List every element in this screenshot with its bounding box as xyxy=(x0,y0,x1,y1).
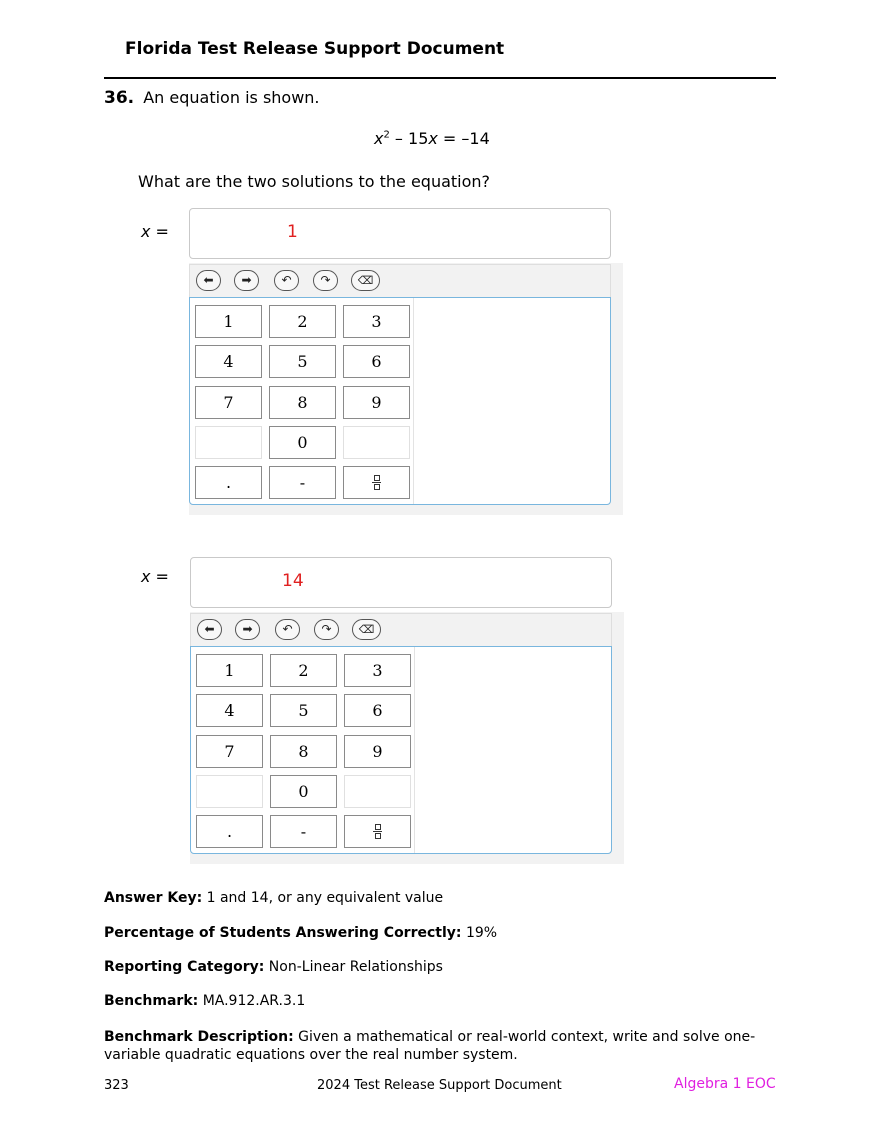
redo-icon[interactable]: ↷ xyxy=(313,270,338,291)
key-0[interactable]: 0 xyxy=(269,426,336,459)
key-1[interactable]: 1 xyxy=(195,305,262,338)
key-7[interactable]: 7 xyxy=(195,386,262,419)
key-9[interactable]: 9 xyxy=(344,735,411,768)
header-rule xyxy=(104,77,776,79)
key-2[interactable]: 2 xyxy=(269,305,336,338)
keypad-1 xyxy=(189,297,611,505)
keypad-divider xyxy=(414,647,415,853)
reporting-category-value: Non-Linear Relationships xyxy=(264,959,443,975)
benchmark-value: MA.912.AR.3.1 xyxy=(198,993,306,1009)
equation-var-2: x xyxy=(428,129,438,148)
key-blank xyxy=(344,775,411,808)
key-0[interactable]: 0 xyxy=(270,775,337,808)
equation xyxy=(374,129,490,148)
key-2[interactable]: 2 xyxy=(270,654,337,687)
equation-part-2: = –14 xyxy=(437,129,490,148)
key-4[interactable]: 4 xyxy=(195,345,262,378)
key-3[interactable]: 3 xyxy=(344,654,411,687)
key-decimal[interactable]: . xyxy=(195,466,262,499)
key-blank xyxy=(343,426,410,459)
answer-2-eq: = xyxy=(150,567,169,586)
answer-2-label xyxy=(141,567,169,586)
key-3[interactable]: 3 xyxy=(343,305,410,338)
header-title: Florida Test Release Support Document xyxy=(125,39,505,59)
equation-part: – 15 xyxy=(389,129,429,148)
delete-icon[interactable]: ⌫ xyxy=(351,270,380,291)
fraction-icon xyxy=(373,824,382,839)
equation-var: x xyxy=(374,129,384,148)
answer-2-input[interactable] xyxy=(190,557,612,608)
footer-course: Algebra 1 EOC xyxy=(674,1076,776,1092)
answer-2-value: 14 xyxy=(282,571,304,591)
delete-icon[interactable]: ⌫ xyxy=(352,619,381,640)
answer-1-eq: = xyxy=(150,222,169,241)
question-intro xyxy=(104,88,320,108)
key-minus[interactable]: - xyxy=(269,466,336,499)
undo-icon[interactable]: ↶ xyxy=(274,270,299,291)
question-prompt: What are the two solutions to the equation? xyxy=(138,172,491,191)
key-blank xyxy=(195,426,262,459)
equation-exponent: 2 xyxy=(383,129,390,141)
reporting-category-label: Reporting Category: xyxy=(104,959,265,975)
answer-1-var: x xyxy=(141,222,151,241)
percent-correct-value: 19% xyxy=(461,925,498,941)
keypad-2 xyxy=(190,646,612,854)
benchmark-description-value: Given a mathematical or real-world context, write and solve one-variable quadratic equations over the real number system. xyxy=(104,1029,756,1063)
undo-icon[interactable]: ↶ xyxy=(275,619,300,640)
benchmark-description xyxy=(104,1028,780,1064)
key-4[interactable]: 4 xyxy=(196,694,263,727)
answer-key-value: 1 and 14, or any equivalent value xyxy=(202,890,444,906)
key-decimal[interactable]: . xyxy=(196,815,263,848)
arrow-right-icon[interactable]: ➡ xyxy=(234,270,259,291)
key-6[interactable]: 6 xyxy=(344,694,411,727)
arrow-left-icon[interactable]: ⬅ xyxy=(196,270,221,291)
key-blank xyxy=(196,775,263,808)
page-number: 323 xyxy=(104,1078,129,1093)
percent-correct-label: Percentage of Students Answering Correctly: xyxy=(104,925,462,941)
key-8[interactable]: 8 xyxy=(270,735,337,768)
answer-2-var: x xyxy=(141,567,151,586)
redo-icon[interactable]: ↷ xyxy=(314,619,339,640)
answer-key-label: Answer Key: xyxy=(104,890,203,906)
key-fraction[interactable] xyxy=(343,466,410,499)
benchmark-description-label: Benchmark Description: xyxy=(104,1029,294,1045)
answer-1-value: 1 xyxy=(287,222,298,242)
key-7[interactable]: 7 xyxy=(196,735,263,768)
footer-title: 2024 Test Release Support Document xyxy=(317,1078,562,1093)
fraction-icon xyxy=(372,475,381,490)
key-1[interactable]: 1 xyxy=(196,654,263,687)
key-fraction[interactable] xyxy=(344,815,411,848)
benchmark xyxy=(104,993,305,1009)
keypad-2-toolbar xyxy=(190,613,612,646)
percent-correct xyxy=(104,925,497,941)
key-8[interactable]: 8 xyxy=(269,386,336,419)
question-intro-text: An equation is shown. xyxy=(143,88,320,107)
keypad-divider xyxy=(413,298,414,504)
question-number: 36. xyxy=(104,88,135,108)
reporting-category xyxy=(104,959,443,975)
answer-key xyxy=(104,890,443,906)
key-minus[interactable]: - xyxy=(270,815,337,848)
benchmark-label: Benchmark: xyxy=(104,993,199,1009)
answer-1-input[interactable] xyxy=(189,208,611,259)
key-6[interactable]: 6 xyxy=(343,345,410,378)
key-5[interactable]: 5 xyxy=(270,694,337,727)
arrow-left-icon[interactable]: ⬅ xyxy=(197,619,222,640)
answer-1-label xyxy=(141,222,169,241)
key-9[interactable]: 9 xyxy=(343,386,410,419)
arrow-right-icon[interactable]: ➡ xyxy=(235,619,260,640)
keypad-1-toolbar xyxy=(189,264,611,297)
key-5[interactable]: 5 xyxy=(269,345,336,378)
